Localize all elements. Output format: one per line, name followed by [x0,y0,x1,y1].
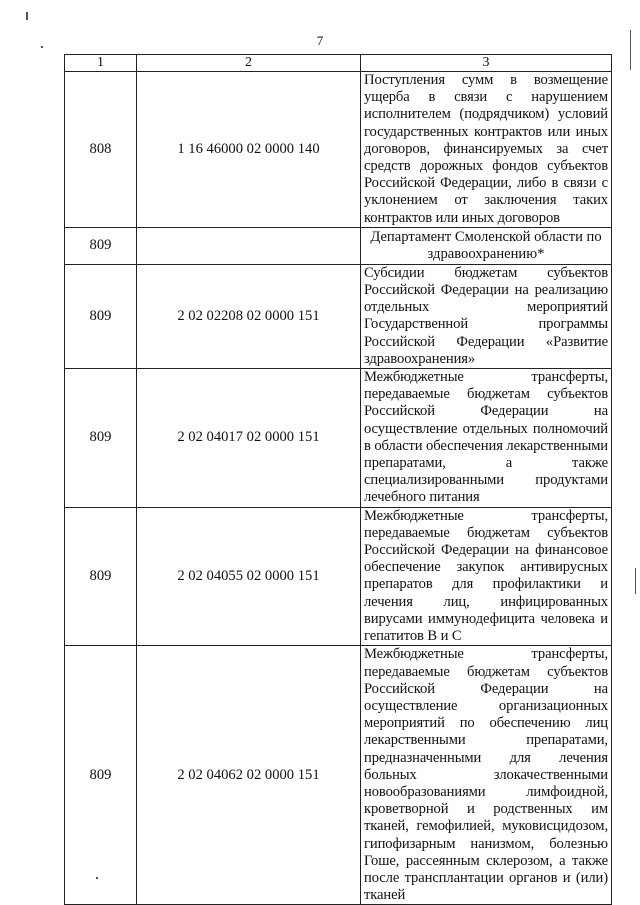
department-heading-cell: Департамент Смоленской области по здравоохранению* [361,227,612,264]
kbk-code-cell: 2 02 04017 02 0000 151 [137,369,361,508]
table-row [65,227,612,264]
admin-code-cell: 809 [65,507,137,646]
admin-code-cell: 809 [65,646,137,905]
revenue-codes-table [64,54,612,905]
column-header-3: 3 [361,55,612,72]
page-number: 7 [316,33,324,48]
admin-code-cell: 809 [65,227,137,264]
admin-code-cell: 809 [65,369,137,508]
description-cell: Межбюджетные трансферты, передаваемые бюджетам субъектов Российской Федерации на осуществление организационных мероприятий по обеспечению лиц лекарственными препаратами, предназначенными для лечения больных злокачественными новообразованиями лимфоидной, кроветворной и родственных им тканей, гемофилией, муковисцидозом, гипофизарным нанизмом, болезнью Гоше, рассеянным склерозом, а также после трансплантации органов и (или) тканей [361,646,612,905]
scan-artifact [630,30,631,70]
description-cell: Поступления сумм в возмещение ущерба в связи с нарушением исполнителем (подрядчиком) условий государственных контрактов или иных договоров, финансируемых за счет средств дорожных фондов субъектов Российской Федерации, либо в связи с уклонением от заключения таких контрактов или иных договоров [361,72,612,228]
kbk-code-cell [137,227,361,264]
scan-artifact [96,877,98,879]
description-cell: Субсидии бюджетам субъектов Российской Федерации на реализацию отдельных мероприятий Государственной программы Российской Федерации «Развитие здравоохранения» [361,264,612,368]
kbk-code-cell: 2 02 04062 02 0000 151 [137,646,361,905]
column-header-1: 1 [65,55,137,72]
table-row [65,72,612,228]
kbk-code-cell: 2 02 02208 02 0000 151 [137,264,361,368]
description-cell: Межбюджетные трансферты, передаваемые бюджетам субъектов Российской Федерации на финансовое обеспечение закупок антивирусных препаратов для профилактики и лечения лиц, инфицированных вирусами иммунодефицита человека и гепатитов В и С [361,507,612,646]
column-header-2: 2 [137,55,361,72]
kbk-code-cell: 1 16 46000 02 0000 140 [137,72,361,228]
scan-artifact [635,568,636,594]
table-row [65,369,612,508]
admin-code-cell: 808 [65,72,137,228]
table-row [65,646,612,905]
table-row [65,507,612,646]
scan-artifact [26,12,28,20]
table-row [65,264,612,368]
table-header-row [65,55,612,72]
scan-artifact [41,46,43,48]
admin-code-cell: 809 [65,264,137,368]
description-cell: Межбюджетные трансферты, передаваемые бюджетам субъектов Российской Федерации на осуществление отдельных полномочий в области обеспечения лекарственными препаратами, а также специализированными продуктами лечебного питания [361,369,612,508]
kbk-code-cell: 2 02 04055 02 0000 151 [137,507,361,646]
